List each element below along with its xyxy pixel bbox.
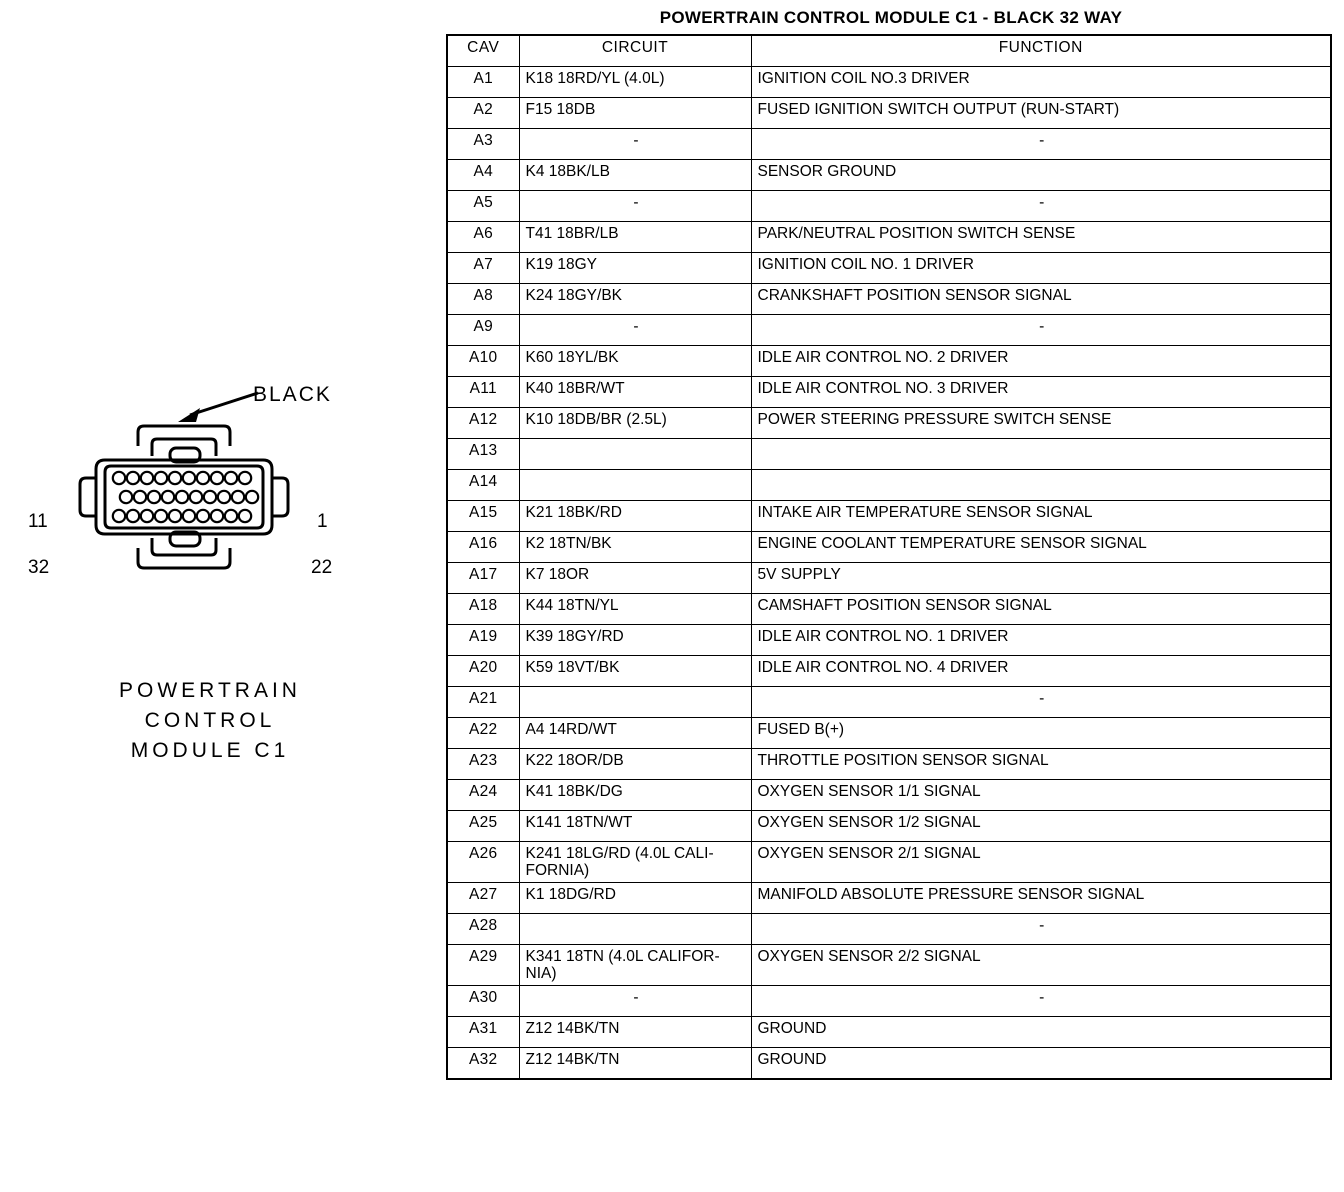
cell-cav: A24 (447, 780, 519, 811)
cell-function: OXYGEN SENSOR 1/2 SIGNAL (751, 811, 1331, 842)
cell-cav: A18 (447, 594, 519, 625)
cell-function: OXYGEN SENSOR 2/2 SIGNAL (751, 945, 1331, 986)
diagram-caption (60, 676, 360, 766)
table-row (447, 532, 1331, 563)
column-header-function: FUNCTION (751, 35, 1331, 67)
page-title: POWERTRAIN CONTROL MODULE C1 - BLACK 32 WAY (659, 8, 1123, 27)
cell-function: THROTTLE POSITION SENSOR SIGNAL (751, 749, 1331, 780)
cell-function: - (751, 315, 1331, 346)
cell-cav: A31 (447, 1017, 519, 1048)
cell-circuit: K7 18OR (519, 563, 751, 594)
cell-cav: A26 (447, 842, 519, 883)
cell-cav: A21 (447, 687, 519, 718)
cell-cav: A23 (447, 749, 519, 780)
table-row (447, 315, 1331, 346)
cell-cav: A7 (447, 253, 519, 284)
cell-function (751, 470, 1331, 501)
cell-circuit (519, 914, 751, 945)
cell-circuit: K2 18TN/BK (519, 532, 751, 563)
table-row (447, 1048, 1331, 1080)
pinout-table (446, 34, 1332, 1080)
cell-cav: A8 (447, 284, 519, 315)
cell-circuit: K39 18GY/RD (519, 625, 751, 656)
cell-function (751, 439, 1331, 470)
table-row (447, 749, 1331, 780)
cell-function: 5V SUPPLY (751, 563, 1331, 594)
table-row (447, 718, 1331, 749)
cell-function: - (751, 914, 1331, 945)
cell-circuit: K19 18GY (519, 253, 751, 284)
cell-circuit: - (519, 129, 751, 160)
cell-function: CAMSHAFT POSITION SENSOR SIGNAL (751, 594, 1331, 625)
cell-circuit: T41 18BR/LB (519, 222, 751, 253)
pin-marker-top-left: 11 (28, 511, 48, 532)
cell-function: FUSED B(+) (751, 718, 1331, 749)
table-row (447, 501, 1331, 532)
cell-cav: A6 (447, 222, 519, 253)
column-header-circuit: CIRCUIT (519, 35, 751, 67)
table-row (447, 914, 1331, 945)
cell-cav: A29 (447, 945, 519, 986)
table-row (447, 346, 1331, 377)
cell-circuit: K341 18TN (4.0L CALIFOR-NIA) (519, 945, 751, 986)
pinout-table-panel (446, 8, 1336, 1080)
cell-function: MANIFOLD ABSOLUTE PRESSURE SENSOR SIGNAL (751, 883, 1331, 914)
pin-marker-bottom-right: 22 (311, 557, 333, 578)
cell-function: IDLE AIR CONTROL NO. 3 DRIVER (751, 377, 1331, 408)
cell-circuit: K4 18BK/LB (519, 160, 751, 191)
cell-function: OXYGEN SENSOR 2/1 SIGNAL (751, 842, 1331, 883)
table-row (447, 625, 1331, 656)
cell-cav: A1 (447, 67, 519, 98)
table-row (447, 1017, 1331, 1048)
cell-function: POWER STEERING PRESSURE SWITCH SENSE (751, 408, 1331, 439)
diagram-caption-line-2: CONTROL (144, 709, 276, 732)
cell-cav: A4 (447, 160, 519, 191)
table-row (447, 470, 1331, 501)
cell-cav: A19 (447, 625, 519, 656)
pin-marker-bottom-left: 32 (28, 557, 50, 578)
table-row (447, 160, 1331, 191)
cell-function: - (751, 129, 1331, 160)
cell-circuit: K21 18BK/RD (519, 501, 751, 532)
table-row (447, 563, 1331, 594)
callout-arrow-icon (178, 393, 258, 422)
table-row (447, 842, 1331, 883)
pin-marker-top-right: 1 (317, 511, 328, 532)
cell-function: IGNITION COIL NO. 1 DRIVER (751, 253, 1331, 284)
connector-illustration (10, 360, 410, 630)
cell-circuit: - (519, 986, 751, 1017)
cell-cav: A27 (447, 883, 519, 914)
cell-cav: A9 (447, 315, 519, 346)
table-row (447, 945, 1331, 986)
connector-diagram-panel (0, 0, 448, 1192)
cell-function: IDLE AIR CONTROL NO. 1 DRIVER (751, 625, 1331, 656)
cell-circuit: K24 18GY/BK (519, 284, 751, 315)
cell-circuit: A4 14RD/WT (519, 718, 751, 749)
cell-function: SENSOR GROUND (751, 160, 1331, 191)
table-row (447, 284, 1331, 315)
cell-circuit: K1 18DG/RD (519, 883, 751, 914)
table-row (447, 986, 1331, 1017)
cell-circuit: - (519, 315, 751, 346)
cell-function: INTAKE AIR TEMPERATURE SENSOR SIGNAL (751, 501, 1331, 532)
cell-circuit: K141 18TN/WT (519, 811, 751, 842)
cell-function: PARK/NEUTRAL POSITION SWITCH SENSE (751, 222, 1331, 253)
cell-function: - (751, 986, 1331, 1017)
cell-circuit: K241 18LG/RD (4.0L CALI-FORNIA) (519, 842, 751, 883)
cell-circuit (519, 470, 751, 501)
cell-cav: A32 (447, 1048, 519, 1080)
table-row (447, 98, 1331, 129)
table-row (447, 594, 1331, 625)
table-row (447, 687, 1331, 718)
cell-cav: A22 (447, 718, 519, 749)
cell-circuit: K44 18TN/YL (519, 594, 751, 625)
cell-circuit (519, 439, 751, 470)
cell-cav: A2 (447, 98, 519, 129)
cell-circuit (519, 687, 751, 718)
cell-function: IDLE AIR CONTROL NO. 4 DRIVER (751, 656, 1331, 687)
table-row (447, 408, 1331, 439)
cell-function: - (751, 191, 1331, 222)
table-row (447, 439, 1331, 470)
cell-function: ENGINE COOLANT TEMPERATURE SENSOR SIGNAL (751, 532, 1331, 563)
table-header-row (447, 35, 1331, 67)
cell-circuit: K41 18BK/DG (519, 780, 751, 811)
cell-circuit: K10 18DB/BR (2.5L) (519, 408, 751, 439)
cell-function: FUSED IGNITION SWITCH OUTPUT (RUN-START) (751, 98, 1331, 129)
cell-cav: A10 (447, 346, 519, 377)
cell-function: GROUND (751, 1017, 1331, 1048)
cell-function: IDLE AIR CONTROL NO. 2 DRIVER (751, 346, 1331, 377)
cell-cav: A14 (447, 470, 519, 501)
table-row (447, 222, 1331, 253)
table-row (447, 377, 1331, 408)
diagram-caption-line-3: MODULE C1 (130, 739, 290, 762)
cell-function: OXYGEN SENSOR 1/1 SIGNAL (751, 780, 1331, 811)
column-header-cav: CAV (447, 35, 519, 67)
cell-cav: A17 (447, 563, 519, 594)
cell-cav: A11 (447, 377, 519, 408)
table-row (447, 191, 1331, 222)
table-row (447, 811, 1331, 842)
cell-cav: A25 (447, 811, 519, 842)
cell-circuit: F15 18DB (519, 98, 751, 129)
table-row (447, 780, 1331, 811)
cell-circuit: Z12 14BK/TN (519, 1017, 751, 1048)
cell-cav: A16 (447, 532, 519, 563)
cell-cav: A15 (447, 501, 519, 532)
cell-circuit: K60 18YL/BK (519, 346, 751, 377)
table-row (447, 253, 1331, 284)
cell-function: - (751, 687, 1331, 718)
table-row (447, 656, 1331, 687)
cell-circuit: K40 18BR/WT (519, 377, 751, 408)
pinout-table-body (447, 67, 1331, 1080)
table-row (447, 129, 1331, 160)
table-row (447, 67, 1331, 98)
cell-cav: A3 (447, 129, 519, 160)
cell-cav: A20 (447, 656, 519, 687)
cell-circuit: - (519, 191, 751, 222)
cell-circuit: K18 18RD/YL (4.0L) (519, 67, 751, 98)
cell-circuit: K59 18VT/BK (519, 656, 751, 687)
cell-cav: A13 (447, 439, 519, 470)
cell-cav: A30 (447, 986, 519, 1017)
connector-color-callout-label: BLACK (253, 383, 332, 406)
cell-circuit: Z12 14BK/TN (519, 1048, 751, 1080)
cell-cav: A5 (447, 191, 519, 222)
cell-circuit: K22 18OR/DB (519, 749, 751, 780)
cell-function: IGNITION COIL NO.3 DRIVER (751, 67, 1331, 98)
cell-function: GROUND (751, 1048, 1331, 1080)
cell-function: CRANKSHAFT POSITION SENSOR SIGNAL (751, 284, 1331, 315)
cell-cav: A12 (447, 408, 519, 439)
cell-cav: A28 (447, 914, 519, 945)
table-row (447, 883, 1331, 914)
diagram-caption-line-1: POWERTRAIN (119, 679, 301, 702)
